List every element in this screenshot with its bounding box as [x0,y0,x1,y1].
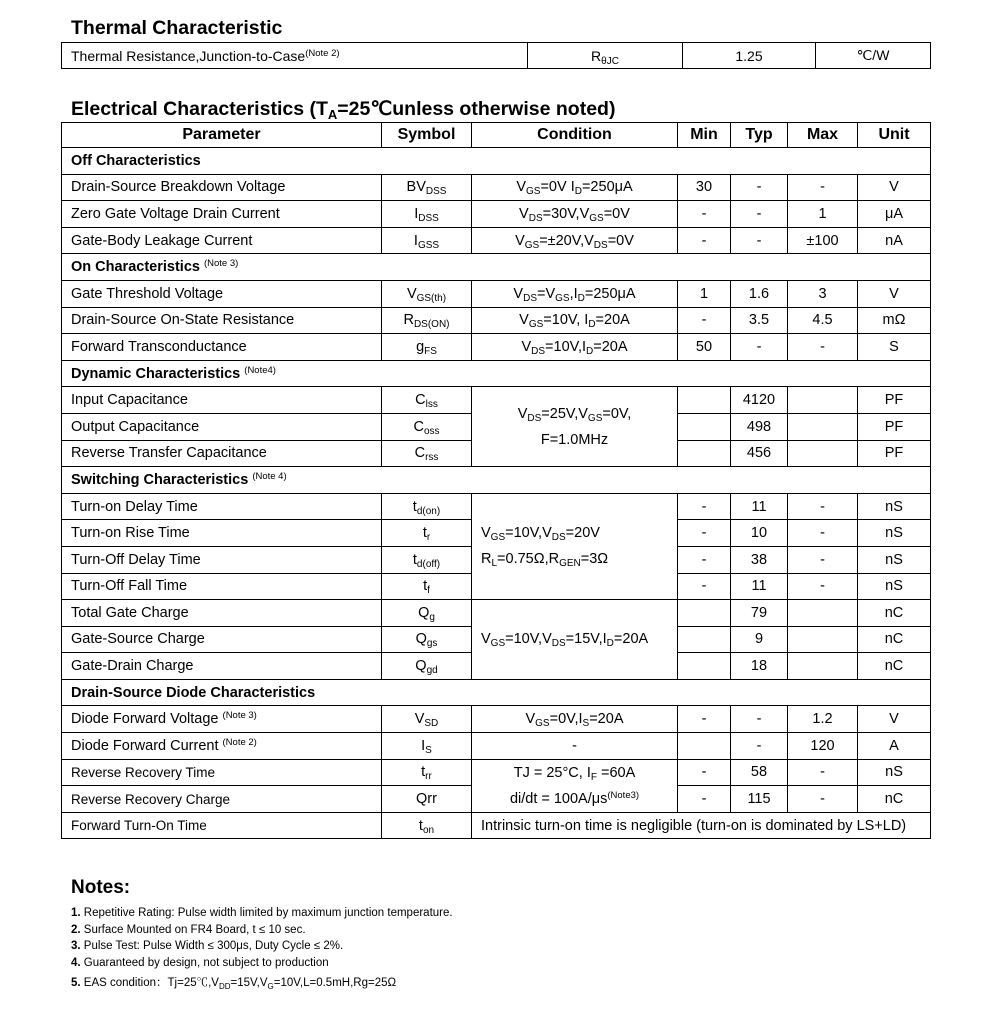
symbol-cell: $C_{oss}$ [382,413,472,440]
unit-cell: PF [858,413,931,440]
typ-cell: - [731,334,788,361]
unit-cell: nA [858,227,931,254]
condition-cell: TJ = 25°C, $I_F =60A$ $di/dt = 100A/\mu s^{(Note3)}$ [472,759,678,812]
param-cell: Diode Forward Current $^{(Note 2)}$ [62,733,382,760]
symbol-cell: $Q_{gd}$ [382,653,472,680]
note-item: 4. Guaranteed by design, not subject to production [71,956,329,969]
unit-cell: V [858,280,931,307]
max-cell: 4.5 [788,307,858,334]
typ-cell: 115 [731,786,788,813]
symbol-cell: $t_{rr}$ [382,759,472,786]
min-cell: - [678,227,731,254]
table-row [62,280,931,307]
min-cell: 30 [678,174,731,201]
min-cell: - [678,546,731,573]
param-cell: Output Capacitance [62,413,382,440]
param-cell: Input Capacitance [62,387,382,414]
section-diode: Drain-Source Diode Characteristics [62,679,931,706]
typ-cell: 9 [731,626,788,653]
max-cell: - [788,334,858,361]
max-cell: 1.2 [788,706,858,733]
table-row [62,227,931,254]
unit-cell: nS [858,573,931,600]
param-cell: Gate-Body Leakage Current [62,227,382,254]
symbol-cell: $BV_{DSS}$ [382,174,472,201]
max-cell [788,600,858,627]
param-cell: Forward Transconductance [62,334,382,361]
param-cell: Reverse Recovery Charge [62,786,382,813]
col-symbol: Symbol [382,123,472,148]
symbol-cell: $C_{lss}$ [382,387,472,414]
max-cell: - [788,174,858,201]
symbol-cell: $t_f$ [382,573,472,600]
symbol-cell: $Q_{gs}$ [382,626,472,653]
max-cell [788,413,858,440]
table-row [62,706,931,733]
param-cell: Gate-Source Charge [62,626,382,653]
param-cell: Drain-Source On-State Resistance [62,307,382,334]
condition-cell: $V_{DS}=V_{GS},I_D=250\mu A$ [472,280,678,307]
symbol-cell: $V_{SD}$ [382,706,472,733]
symbol-cell: $t_{d(off)}$ [382,546,472,573]
unit-cell: V [858,174,931,201]
param-cell: Gate-Drain Charge [62,653,382,680]
note-item: 5. EAS condition：$Tj=25℃,V_{DD}=15V,V_G=10V,L=0.5mH,Rg=25\Omega$ [71,977,397,992]
table-row [62,43,931,69]
section-row [62,467,931,494]
table-row [62,733,931,760]
typ-cell: - [731,733,788,760]
thermal-symbol: $R_{\theta JC}$ [528,43,683,69]
unit-cell: V [858,706,931,733]
max-cell [788,626,858,653]
condition-cell: $V_{DS}=25V,V_{GS}=0V$, F=1.0MHz [472,387,678,467]
typ-cell: 498 [731,413,788,440]
typ-cell: 456 [731,440,788,467]
col-condition: Condition [472,123,678,148]
typ-cell: 10 [731,520,788,547]
thermal-table [61,42,931,69]
typ-cell: 11 [731,493,788,520]
typ-cell: 58 [731,759,788,786]
notes-title: Notes: [71,877,131,898]
electrical-heading: Electrical Characteristics ($T_A=25℃unless$ otherwise noted) [71,98,616,122]
max-cell: - [788,786,858,813]
typ-cell: - [731,174,788,201]
condition-cell: $V_{GS}=10V$, $I_D=20A$ [472,307,678,334]
max-cell: 3 [788,280,858,307]
condition-cell: $V_{GS}=0V,I_S=20A$ [472,706,678,733]
unit-cell: nC [858,653,931,680]
typ-cell: 18 [731,653,788,680]
unit-cell: nC [858,600,931,627]
table-row [62,600,931,627]
max-cell: ±100 [788,227,858,254]
unit-cell: S [858,334,931,361]
unit-cell: nC [858,626,931,653]
condition-cell: $V_{GS}=0V$ $I_D=250\mu A$ [472,174,678,201]
note-item: 2. Surface Mounted on FR4 Board, t ≤ 10 sec. [71,923,306,936]
note-item: 3. Pulse Test: Pulse Width ≤ 300μs, Duty Cycle ≤ 2%. [71,940,344,953]
unit-cell: nC [858,786,931,813]
param-cell: Turn-on Delay Time [62,493,382,520]
table-row [62,201,931,228]
unit-cell: PF [858,440,931,467]
condition-cell: $V_{GS}=\pm 20V,V_{DS}=0V$ [472,227,678,254]
symbol-cell: $R_{DS(ON)}$ [382,307,472,334]
symbol-cell: $g_{FS}$ [382,334,472,361]
notes-block [71,877,453,992]
electrical-table [61,122,931,839]
max-cell: 1 [788,201,858,228]
table-row [62,812,931,839]
condition-cell: $V_{DS}=10V,I_D=20A$ [472,334,678,361]
unit-cell: nS [858,493,931,520]
thermal-value: 1.25 [683,43,816,69]
section-row [62,148,931,175]
typ-cell: 1.6 [731,280,788,307]
min-cell: 1 [678,280,731,307]
symbol-cell: $I_{GSS}$ [382,227,472,254]
max-cell: - [788,520,858,547]
min-cell: - [678,706,731,733]
min-cell [678,413,731,440]
symbol-cell: $I_S$ [382,733,472,760]
typ-cell: 4120 [731,387,788,414]
max-cell: - [788,546,858,573]
col-max: Max [788,123,858,148]
col-typ: Typ [731,123,788,148]
symbol-cell: $t_{on}$ [382,812,472,839]
condition-cell: Intrinsic turn-on time is negligible (turn-on is dominated by LS+LD) [472,812,931,839]
param-cell: Drain-Source Breakdown Voltage [62,174,382,201]
min-cell [678,387,731,414]
min-cell: - [678,520,731,547]
min-cell: - [678,759,731,786]
param-cell: Reverse Recovery Time [62,759,382,786]
condition-cell: - [472,733,678,760]
min-cell: - [678,493,731,520]
typ-cell: 11 [731,573,788,600]
symbol-cell: $t_r$ [382,520,472,547]
typ-cell: - [731,706,788,733]
min-cell [678,440,731,467]
param-cell: Turn-Off Delay Time [62,546,382,573]
col-unit: Unit [858,123,931,148]
param-cell: Turn-on Rise Time [62,520,382,547]
condition-cell: $V_{GS}=10V,V_{DS}=20V$ $R_L=0.75\Omega,R_{GEN}=3\Omega$ [472,493,678,599]
unit-cell: PF [858,387,931,414]
thermal-param: Thermal Resistance,Junction-to-Case$^{(Note 2)}$ [62,43,528,69]
unit-cell: μA [858,201,931,228]
min-cell: - [678,573,731,600]
symbol-cell: $t_{d(on)}$ [382,493,472,520]
param-cell: Turn-Off Fall Time [62,573,382,600]
unit-cell: mΩ [858,307,931,334]
symbol-cell: $I_{DSS}$ [382,201,472,228]
section-on: On Characteristics $^{(Note 3)}$ [62,254,931,281]
table-row [62,759,931,786]
param-cell: Diode Forward Voltage $^{(Note 3)}$ [62,706,382,733]
max-cell: - [788,573,858,600]
min-cell: - [678,201,731,228]
typ-cell: - [731,227,788,254]
min-cell: - [678,786,731,813]
min-cell [678,626,731,653]
min-cell [678,733,731,760]
table-row [62,334,931,361]
unit-cell: nS [858,546,931,573]
col-parameter: Parameter [62,123,382,148]
typ-cell: 79 [731,600,788,627]
param-cell: Gate Threshold Voltage [62,280,382,307]
symbol-cell: $V_{GS(th)}$ [382,280,472,307]
param-cell: Total Gate Charge [62,600,382,627]
typ-cell: - [731,201,788,228]
max-cell: - [788,493,858,520]
symbol-cell: Qrr [382,786,472,813]
header-row [62,123,931,148]
section-row [62,679,931,706]
min-cell: - [678,307,731,334]
max-cell [788,440,858,467]
section-off: Off Characteristics [62,148,931,175]
unit-cell: nS [858,759,931,786]
section-switching: Switching Characteristics $^{(Note 4)}$ [62,467,931,494]
typ-cell: 38 [731,546,788,573]
param-cell: Forward Turn-On Time [62,812,382,839]
max-cell [788,387,858,414]
condition-cell: $V_{DS}=30V,V_{GS}=0V$ [472,201,678,228]
param-cell: Zero Gate Voltage Drain Current [62,201,382,228]
min-cell [678,600,731,627]
symbol-cell: $C_{rss}$ [382,440,472,467]
section-row [62,254,931,281]
table-row [62,493,931,520]
note-item: 1. Repetitive Rating: Pulse width limited by maximum junction temperature. [71,907,453,919]
max-cell [788,653,858,680]
table-row [62,307,931,334]
max-cell: 120 [788,733,858,760]
section-row [62,360,931,387]
unit-cell: A [858,733,931,760]
thermal-heading: Thermal Characteristic [71,17,283,39]
unit-cell: nS [858,520,931,547]
section-dynamic: Dynamic Characteristics $^{(Note4)}$ [62,360,931,387]
condition-cell: $V_{GS}=10V,V_{DS}=15V,I_D=20A$ [472,600,678,680]
typ-cell: 3.5 [731,307,788,334]
col-min: Min [678,123,731,148]
min-cell: 50 [678,334,731,361]
symbol-cell: $Q_g$ [382,600,472,627]
thermal-unit: ℃/W [816,43,931,69]
param-cell: Reverse Transfer Capacitance [62,440,382,467]
table-row [62,387,931,414]
max-cell: - [788,759,858,786]
min-cell [678,653,731,680]
table-row [62,174,931,201]
